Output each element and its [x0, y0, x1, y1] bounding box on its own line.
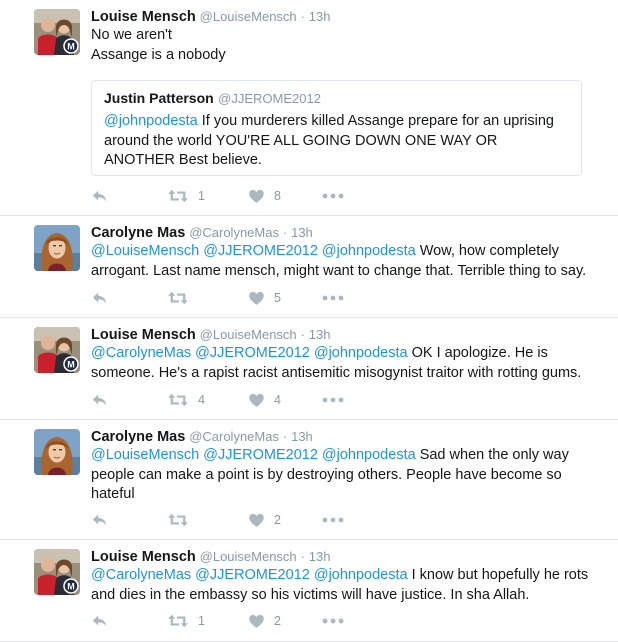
heart-icon	[248, 613, 265, 630]
like-button[interactable]	[248, 611, 281, 631]
separator-dot: ·	[282, 429, 288, 444]
user-handle[interactable]: @CarolyneMas	[189, 429, 279, 444]
like-button[interactable]	[248, 288, 281, 308]
avatar-louise-mensch[interactable]	[34, 9, 80, 55]
more-icon	[322, 192, 344, 200]
tweet-text	[91, 26, 591, 65]
mention-links[interactable]: @LouiseMensch @JJEROME2012 @johnpodesta	[91, 243, 416, 259]
reply-button[interactable]	[91, 186, 109, 206]
user-name[interactable]: Carolyne Mas	[91, 225, 186, 241]
tweet-actions	[91, 186, 411, 206]
retweet-icon	[167, 391, 189, 409]
tweet-header	[91, 325, 331, 344]
reply-button[interactable]	[91, 611, 109, 631]
retweet-count: 4	[198, 393, 205, 407]
heart-icon	[248, 188, 265, 205]
avatar-carolyne-mas[interactable]	[34, 225, 80, 271]
more-icon	[322, 617, 344, 625]
more-button[interactable]	[322, 186, 344, 206]
user-handle[interactable]: @LouiseMensch	[199, 549, 297, 564]
timestamp[interactable]: 13h	[308, 327, 331, 342]
retweet-icon	[167, 289, 189, 307]
heart-icon	[248, 512, 265, 529]
reply-icon	[91, 187, 109, 205]
quoted-user-name: Justin Patterson	[104, 90, 214, 106]
retweet-icon	[167, 511, 189, 529]
more-button[interactable]	[322, 510, 344, 530]
tweet-text-line: Assange is a nobody	[91, 46, 226, 63]
separator-dot: ·	[300, 549, 305, 564]
reply-button[interactable]	[91, 390, 109, 410]
tweet-text	[91, 344, 591, 383]
timestamp[interactable]: 13h	[308, 549, 331, 564]
more-button[interactable]	[322, 288, 344, 308]
tweet-header	[91, 223, 313, 242]
separator-dot: ·	[300, 327, 305, 342]
reply-icon	[91, 391, 109, 409]
mention-links[interactable]: @CarolyneMas @JJEROME2012 @johnpodesta	[91, 567, 408, 583]
more-button[interactable]	[322, 611, 344, 631]
user-handle[interactable]: @LouiseMensch	[199, 327, 297, 342]
user-handle[interactable]: @CarolyneMas	[189, 225, 279, 240]
tweet-body: OK I apologize. He is someone. He's a rapist racist antisemitic misogynist traitor with rotting gums.	[91, 345, 582, 381]
tweet-actions	[91, 611, 411, 631]
retweet-icon	[167, 612, 189, 630]
more-icon	[322, 516, 344, 524]
like-count: 8	[274, 189, 281, 203]
timestamp[interactable]: 13h	[308, 9, 331, 24]
user-name[interactable]: Louise Mensch	[91, 549, 196, 565]
separator-dot: ·	[282, 225, 288, 240]
like-count: 2	[274, 513, 281, 527]
tweet-text	[91, 566, 591, 605]
more-button[interactable]	[322, 390, 344, 410]
avatar-louise-mensch[interactable]	[34, 327, 80, 373]
like-count: 5	[274, 291, 281, 305]
like-count: 4	[274, 393, 281, 407]
reply-button[interactable]	[91, 510, 109, 530]
timestamp[interactable]: 13h	[291, 225, 313, 240]
avatar-louise-mensch[interactable]	[34, 549, 80, 595]
reply-icon	[91, 612, 109, 630]
user-name[interactable]: Louise Mensch	[91, 327, 196, 343]
heart-icon	[248, 392, 265, 409]
tweet-body: Wow, how completely arrogant. Last name mensch, might want to change that. Terrible thing to say.	[91, 243, 587, 279]
tweet-body: I know but hopefully he rots and dies in the embassy so his victims will have justice. In sha Allah.	[91, 567, 589, 603]
retweet-icon	[167, 187, 189, 205]
tweet[interactable]	[0, 318, 618, 420]
tweet-actions	[91, 390, 411, 410]
mention-links[interactable]: @CarolyneMas @JJEROME2012 @johnpodesta	[91, 345, 408, 361]
quoted-user-handle: @JJEROME2012	[218, 91, 321, 106]
timestamp[interactable]: 13h	[291, 429, 313, 444]
retweet-button[interactable]	[167, 288, 198, 308]
tweet-actions	[91, 288, 411, 308]
tweet[interactable]	[0, 0, 618, 216]
like-button[interactable]	[248, 186, 281, 206]
quoted-body: If you murderers killed Assange prepare for an uprising around the world YOU'RE ALL GOING DOWN ONE WAY OR ANOTHER Best believe.	[104, 113, 554, 168]
retweet-button[interactable]	[167, 186, 205, 206]
tweet-header	[91, 547, 331, 566]
user-handle[interactable]: @LouiseMensch	[199, 9, 297, 24]
tweet-actions	[91, 510, 411, 530]
tweet-header	[91, 427, 313, 446]
quoted-tweet-text	[104, 112, 569, 171]
separator-dot: ·	[300, 9, 305, 24]
more-icon	[322, 294, 344, 302]
retweet-count: 1	[198, 614, 205, 628]
more-icon	[322, 396, 344, 404]
mention-link[interactable]: @johnpodesta	[104, 113, 198, 129]
heart-icon	[248, 290, 265, 307]
user-name[interactable]: Carolyne Mas	[91, 429, 186, 445]
reply-icon	[91, 289, 109, 307]
like-count: 2	[274, 614, 281, 628]
tweet-text	[91, 446, 591, 505]
retweet-button[interactable]	[167, 510, 198, 530]
mention-links[interactable]: @LouiseMensch @JJEROME2012 @johnpodesta	[91, 447, 416, 463]
tweet[interactable]	[0, 216, 618, 318]
quoted-tweet[interactable]	[91, 80, 582, 176]
tweet-text	[91, 242, 591, 281]
retweet-button[interactable]	[167, 390, 205, 410]
avatar-carolyne-mas[interactable]	[34, 429, 80, 475]
tweet-body: Sad when the only way people can make a point is by destroying others. People have become so hateful	[91, 447, 569, 502]
reply-icon	[91, 511, 109, 529]
retweet-count: 1	[198, 189, 205, 203]
tweet[interactable]	[0, 420, 618, 540]
tweet-header	[91, 7, 331, 26]
like-button[interactable]	[248, 390, 281, 410]
tweet-text-line: No we aren't	[91, 27, 172, 43]
reply-button[interactable]	[91, 288, 109, 308]
tweet[interactable]	[0, 540, 618, 642]
user-name[interactable]: Louise Mensch	[91, 9, 196, 25]
retweet-button[interactable]	[167, 611, 205, 631]
like-button[interactable]	[248, 510, 281, 530]
